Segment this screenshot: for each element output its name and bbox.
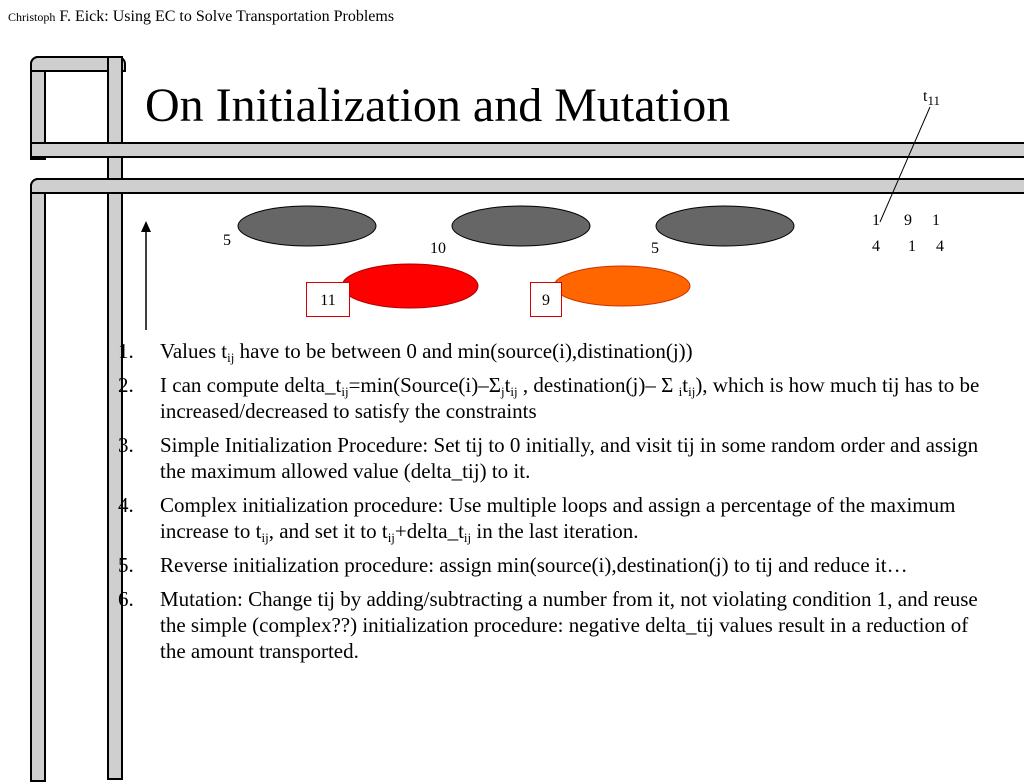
list-item: [118, 432, 998, 484]
list-item-text: Complex initialization procedure: Use multiple loops and assign a percentage of the maximum increase to t: [160, 493, 956, 543]
list-item-number: 6.: [118, 587, 134, 611]
list-item-text: t: [504, 373, 511, 397]
list-item-text: I can compute delta_t: [160, 373, 342, 397]
list-item-text: ), which is how much tij has to be increased/decreased to satisfy the constraints: [160, 373, 980, 423]
list-item-number: 4.: [118, 493, 134, 517]
subscript: ij: [387, 530, 395, 545]
subscript: ij: [463, 530, 472, 545]
list-item: [118, 338, 998, 364]
source-ellipse-3: [656, 206, 794, 246]
list-item-text: Simple Initialization Procedure: Set tij to 0 initially, and visit tij in some random order and assign the maximum allowed value (delta_tij) to it.: [160, 433, 979, 483]
list-item-text: +delta_t: [394, 519, 464, 543]
subscript: i: [678, 384, 683, 399]
list-item-text: =min(Source(i)–Σ: [348, 373, 501, 397]
list-item-text: Mutation: Change tij by adding/subtracting a number from it, not violating condition 1, and reuse the simple (complex??) initialization procedure: negative delta_tij values result in a reduction of the amount transported.: [160, 587, 978, 663]
source-amount-3: 5: [651, 240, 659, 257]
transport-diagram: [0, 0, 1024, 330]
source-amount-1: 5: [223, 232, 231, 249]
list-item-text: , destination(j)– Σ: [517, 373, 679, 397]
header-author-first: Christoph: [8, 10, 56, 24]
source-amount-2: 10: [430, 240, 446, 257]
list-item: [118, 586, 998, 664]
t11-pointer-line: [880, 107, 930, 222]
vertical-arrow-head: [141, 221, 151, 232]
source-ellipse-2: [452, 206, 590, 246]
list-item-number: 2.: [118, 373, 134, 397]
destination-amount-box-1: 11: [306, 282, 350, 317]
list-item: [118, 372, 998, 424]
source-ellipse-1: [238, 206, 376, 246]
t11-base: t: [923, 88, 928, 105]
list-item: [118, 492, 998, 544]
subscript: ij: [688, 384, 696, 399]
list-item-text: , and set it to t: [268, 519, 388, 543]
t11-sub: 11: [927, 93, 940, 108]
list-item-number: 1.: [118, 339, 134, 363]
subscript: ij: [227, 350, 235, 365]
list-item-number: 5.: [118, 553, 134, 577]
t11-label: [923, 88, 940, 106]
subscript: ij: [341, 384, 349, 399]
list-item-text: have to be between 0 and min(source(i),distination(j)): [234, 339, 693, 363]
subscript: ij: [510, 384, 518, 399]
matrix-row-2: 4 1 4: [872, 238, 944, 255]
list-item-text: Values t: [160, 339, 228, 363]
list-item-text: in the last iteration.: [471, 519, 639, 543]
slide-title: On Initialization and Mutation: [145, 79, 731, 132]
subscript: ij: [261, 530, 269, 545]
procedure-list: [118, 338, 998, 672]
list-item-text: Reverse initialization procedure: assign min(source(i),destination(j) to tij and reduce it…: [160, 553, 908, 577]
header-text: F. Eick: Using EC to Solve Transportation Problems: [59, 8, 395, 25]
list-item: [118, 552, 998, 578]
matrix-row-1: 1 9 1: [872, 212, 940, 229]
list-item-number: 3.: [118, 433, 134, 457]
destination-ellipse-red: [342, 264, 478, 308]
list-item-text: t: [682, 373, 689, 397]
destination-ellipse-orange: [554, 266, 690, 306]
subscript: j: [500, 384, 505, 399]
destination-amount-box-2: 9: [530, 282, 562, 317]
